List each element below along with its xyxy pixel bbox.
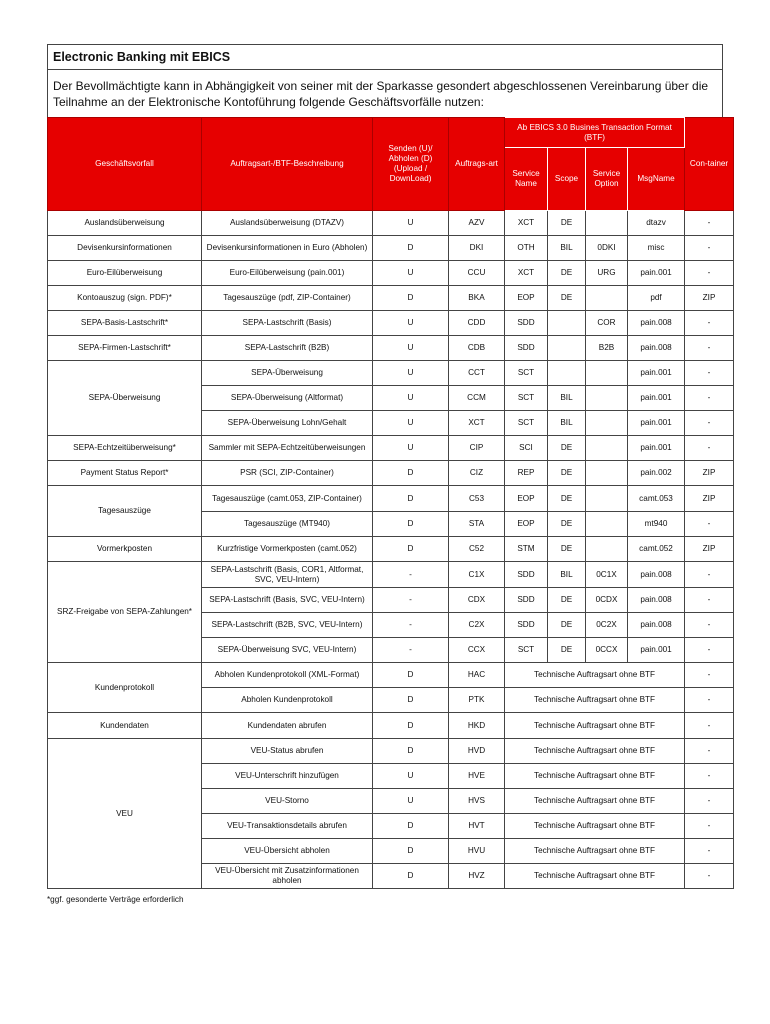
cell-btf-note: Technische Auftragsart ohne BTF: [505, 739, 685, 764]
cell-description: SEPA-Lastschrift (Basis, COR1, Altformat, SVC, VEU-Intern): [202, 562, 373, 588]
cell-service-option: 0DKI: [586, 236, 628, 261]
cell-upload-download: D: [373, 286, 449, 311]
cell-auftragsart: AZV: [449, 211, 505, 236]
cell-service-option: [586, 411, 628, 436]
header-msgname: MsgName: [628, 148, 685, 211]
cell-upload-download: U: [373, 211, 449, 236]
cell-service-name: XCT: [505, 211, 548, 236]
cell-service-option: [586, 211, 628, 236]
cell-service-name: EOP: [505, 286, 548, 311]
cell-description: Auslandsüberweisung (DTAZV): [202, 211, 373, 236]
cell-upload-download: D: [373, 486, 449, 512]
cell-upload-download: U: [373, 436, 449, 461]
cell-auftragsart: PTK: [449, 688, 505, 713]
header-ebics-group: Ab EBICS 3.0 Busines Transaction Format (BTF): [505, 118, 685, 148]
cell-msgname: pain.001: [628, 386, 685, 411]
table-row: [48, 562, 734, 588]
cell-msgname: dtazv: [628, 211, 685, 236]
cell-btf-note: Technische Auftragsart ohne BTF: [505, 663, 685, 688]
cell-geschaeftsvorfall: Devisenkursinformationen: [48, 236, 202, 261]
cell-auftragsart: CIZ: [449, 461, 505, 486]
table-row: [48, 286, 734, 311]
cell-service-option: COR: [586, 311, 628, 336]
cell-description: VEU-Übersicht abholen: [202, 839, 373, 864]
cell-upload-download: D: [373, 236, 449, 261]
cell-container: -: [685, 814, 734, 839]
header-geschaeftsvorfall: Geschäftsvorfall: [48, 118, 202, 211]
cell-upload-download: D: [373, 461, 449, 486]
table-row: [48, 461, 734, 486]
cell-container: -: [685, 236, 734, 261]
cell-container: -: [685, 739, 734, 764]
cell-upload-download: U: [373, 411, 449, 436]
cell-description: Abholen Kundenprotokoll: [202, 688, 373, 713]
cell-scope: [548, 311, 586, 336]
cell-auftragsart: STA: [449, 512, 505, 537]
cell-btf-note: Technische Auftragsart ohne BTF: [505, 839, 685, 864]
cell-auftragsart: HAC: [449, 663, 505, 688]
cell-btf-note: Technische Auftragsart ohne BTF: [505, 688, 685, 713]
cell-service-option: B2B: [586, 336, 628, 361]
cell-scope: DE: [548, 512, 586, 537]
cell-geschaeftsvorfall: Auslandsüberweisung: [48, 211, 202, 236]
cell-service-option: 0C1X: [586, 562, 628, 588]
cell-btf-note: Technische Auftragsart ohne BTF: [505, 713, 685, 739]
table-row: [48, 361, 734, 386]
cell-auftragsart: XCT: [449, 411, 505, 436]
cell-msgname: camt.053: [628, 486, 685, 512]
cell-container: -: [685, 613, 734, 638]
table-row: [48, 537, 734, 562]
cell-geschaeftsvorfall: SRZ-Freigabe von SEPA-Zahlungen*: [48, 562, 202, 663]
cell-container: -: [685, 663, 734, 688]
table-row: [48, 261, 734, 286]
cell-container: -: [685, 789, 734, 814]
cell-service-name: OTH: [505, 236, 548, 261]
cell-auftragsart: CCU: [449, 261, 505, 286]
cell-container: -: [685, 411, 734, 436]
cell-upload-download: D: [373, 814, 449, 839]
cell-msgname: pain.008: [628, 588, 685, 613]
cell-geschaeftsvorfall: Kontoauszug (sign. PDF)*: [48, 286, 202, 311]
cell-service-option: URG: [586, 261, 628, 286]
cell-geschaeftsvorfall: Tagesauszüge: [48, 486, 202, 537]
cell-description: VEU-Storno: [202, 789, 373, 814]
cell-description: Tagesauszüge (camt.053, ZIP-Container): [202, 486, 373, 512]
cell-msgname: misc: [628, 236, 685, 261]
cell-scope: DE: [548, 638, 586, 663]
cell-container: ZIP: [685, 486, 734, 512]
cell-upload-download: -: [373, 562, 449, 588]
cell-upload-download: D: [373, 713, 449, 739]
cell-auftragsart: BKA: [449, 286, 505, 311]
cell-upload-download: D: [373, 739, 449, 764]
cell-description: Euro-Eilüberweisung (pain.001): [202, 261, 373, 286]
cell-service-name: SCT: [505, 386, 548, 411]
cell-description: Tagesauszüge (MT940): [202, 512, 373, 537]
header-auftragsart: Auftrags-art: [449, 118, 505, 211]
cell-auftragsart: C53: [449, 486, 505, 512]
cell-auftragsart: HVE: [449, 764, 505, 789]
cell-upload-download: U: [373, 261, 449, 286]
cell-msgname: pain.001: [628, 436, 685, 461]
cell-scope: BIL: [548, 386, 586, 411]
cell-scope: BIL: [548, 236, 586, 261]
cell-scope: DE: [548, 436, 586, 461]
cell-container: -: [685, 261, 734, 286]
cell-geschaeftsvorfall: Vormerkposten: [48, 537, 202, 562]
table-row: [48, 211, 734, 236]
cell-auftragsart: HKD: [449, 713, 505, 739]
cell-service-name: SDD: [505, 336, 548, 361]
cell-container: ZIP: [685, 461, 734, 486]
cell-service-option: 0CCX: [586, 638, 628, 663]
cell-container: -: [685, 336, 734, 361]
cell-msgname: pain.002: [628, 461, 685, 486]
cell-geschaeftsvorfall: Kundenprotokoll: [48, 663, 202, 713]
cell-auftragsart: CDB: [449, 336, 505, 361]
cell-auftragsart: HVU: [449, 839, 505, 864]
table-header: [48, 118, 734, 211]
cell-container: -: [685, 436, 734, 461]
cell-msgname: pain.008: [628, 311, 685, 336]
cell-container: -: [685, 386, 734, 411]
cell-geschaeftsvorfall: SEPA-Firmen-Lastschrift*: [48, 336, 202, 361]
cell-upload-download: D: [373, 663, 449, 688]
cell-scope: BIL: [548, 411, 586, 436]
cell-description: SEPA-Überweisung Lohn/Gehalt: [202, 411, 373, 436]
cell-container: -: [685, 512, 734, 537]
cell-msgname: pain.001: [628, 261, 685, 286]
cell-auftragsart: HVD: [449, 739, 505, 764]
cell-auftragsart: DKI: [449, 236, 505, 261]
cell-service-name: STM: [505, 537, 548, 562]
intro-text: Der Bevollmächtigte kann in Abhängigkeit von seiner mit der Sparkasse gesondert abgeschlossenen Vereinbarung über die Teilnahme an der Elektronische Kontoführung folgende Geschäftsvorfälle nutzen:: [47, 69, 723, 117]
cell-upload-download: D: [373, 512, 449, 537]
cell-msgname: pain.008: [628, 336, 685, 361]
cell-description: SEPA-Lastschrift (Basis, SVC, VEU-Intern): [202, 588, 373, 613]
cell-description: SEPA-Überweisung SVC, VEU-Intern): [202, 638, 373, 663]
cell-service-option: 0CDX: [586, 588, 628, 613]
header-scope: Scope: [548, 148, 586, 211]
cell-auftragsart: HVZ: [449, 864, 505, 889]
cell-auftragsart: HVT: [449, 814, 505, 839]
cell-service-option: [586, 386, 628, 411]
cell-auftragsart: HVS: [449, 789, 505, 814]
cell-container: ZIP: [685, 537, 734, 562]
cell-btf-note: Technische Auftragsart ohne BTF: [505, 789, 685, 814]
cell-upload-download: D: [373, 537, 449, 562]
cell-scope: DE: [548, 261, 586, 286]
cell-upload-download: U: [373, 789, 449, 814]
cell-msgname: pain.008: [628, 613, 685, 638]
cell-upload-download: U: [373, 361, 449, 386]
cell-description: Kurzfristige Vormerkposten (camt.052): [202, 537, 373, 562]
cell-description: SEPA-Lastschrift (Basis): [202, 311, 373, 336]
cell-auftragsart: CDX: [449, 588, 505, 613]
table-row: [48, 336, 734, 361]
cell-auftragsart: CCM: [449, 386, 505, 411]
cell-upload-download: D: [373, 864, 449, 889]
table-row: [48, 739, 734, 764]
cell-container: -: [685, 588, 734, 613]
header-auftragsart-btf: Auftragsart-/BTF-Beschreibung: [202, 118, 373, 211]
cell-description: VEU-Transaktionsdetails abrufen: [202, 814, 373, 839]
cell-auftragsart: CIP: [449, 436, 505, 461]
cell-msgname: pain.001: [628, 361, 685, 386]
cell-btf-note: Technische Auftragsart ohne BTF: [505, 814, 685, 839]
cell-description: Devisenkursinformationen in Euro (Abholen): [202, 236, 373, 261]
cell-scope: DE: [548, 211, 586, 236]
cell-service-name: SDD: [505, 311, 548, 336]
ebics-table: [47, 117, 734, 889]
footnote: *ggf. gesonderte Verträge erforderlich: [47, 895, 184, 904]
cell-geschaeftsvorfall: SEPA-Echtzeitüberweisung*: [48, 436, 202, 461]
table-row: [48, 236, 734, 261]
cell-container: -: [685, 562, 734, 588]
cell-msgname: mt940: [628, 512, 685, 537]
cell-upload-download: -: [373, 638, 449, 663]
cell-service-name: SCI: [505, 436, 548, 461]
cell-service-option: [586, 512, 628, 537]
cell-msgname: pain.001: [628, 411, 685, 436]
cell-service-name: SDD: [505, 613, 548, 638]
cell-upload-download: D: [373, 688, 449, 713]
cell-description: Abholen Kundenprotokoll (XML-Format): [202, 663, 373, 688]
cell-description: SEPA-Lastschrift (B2B, SVC, VEU-Intern): [202, 613, 373, 638]
cell-container: ZIP: [685, 286, 734, 311]
cell-service-name: SDD: [505, 588, 548, 613]
cell-upload-download: U: [373, 336, 449, 361]
header-senden: Senden (U)/ Abholen (D) (Upload / DownLoad): [373, 118, 449, 211]
cell-description: SEPA-Lastschrift (B2B): [202, 336, 373, 361]
cell-scope: DE: [548, 486, 586, 512]
cell-auftragsart: CDD: [449, 311, 505, 336]
cell-container: -: [685, 361, 734, 386]
cell-geschaeftsvorfall: Payment Status Report*: [48, 461, 202, 486]
cell-service-name: REP: [505, 461, 548, 486]
cell-upload-download: U: [373, 386, 449, 411]
cell-service-name: SCT: [505, 411, 548, 436]
cell-description: VEU-Übersicht mit Zusatzinformationen abholen: [202, 864, 373, 889]
cell-service-option: [586, 461, 628, 486]
cell-container: -: [685, 211, 734, 236]
cell-service-name: XCT: [505, 261, 548, 286]
cell-service-name: SDD: [505, 562, 548, 588]
cell-msgname: pdf: [628, 286, 685, 311]
cell-msgname: pain.008: [628, 562, 685, 588]
table-row: [48, 713, 734, 739]
cell-auftragsart: C52: [449, 537, 505, 562]
cell-geschaeftsvorfall: Kundendaten: [48, 713, 202, 739]
header-container: Con-tainer: [685, 118, 734, 211]
cell-scope: DE: [548, 537, 586, 562]
cell-description: Tagesauszüge (pdf, ZIP-Container): [202, 286, 373, 311]
cell-container: -: [685, 713, 734, 739]
cell-scope: DE: [548, 588, 586, 613]
cell-container: -: [685, 764, 734, 789]
table-row: [48, 486, 734, 512]
table-row: [48, 311, 734, 336]
cell-container: -: [685, 839, 734, 864]
cell-service-name: SCT: [505, 638, 548, 663]
cell-service-option: 0C2X: [586, 613, 628, 638]
cell-geschaeftsvorfall: SEPA-Überweisung: [48, 361, 202, 436]
cell-upload-download: U: [373, 311, 449, 336]
cell-scope: [548, 361, 586, 386]
cell-service-option: [586, 436, 628, 461]
cell-service-option: [586, 486, 628, 512]
cell-description: VEU-Status abrufen: [202, 739, 373, 764]
cell-upload-download: D: [373, 839, 449, 864]
cell-service-option: [586, 361, 628, 386]
cell-upload-download: -: [373, 588, 449, 613]
cell-description: VEU-Unterschrift hinzufügen: [202, 764, 373, 789]
cell-service-name: EOP: [505, 512, 548, 537]
cell-auftragsart: CCX: [449, 638, 505, 663]
cell-scope: BIL: [548, 562, 586, 588]
cell-container: -: [685, 864, 734, 889]
cell-description: SEPA-Überweisung (Altformat): [202, 386, 373, 411]
document-frame: [47, 44, 729, 889]
cell-service-option: [586, 537, 628, 562]
cell-container: -: [685, 688, 734, 713]
cell-container: -: [685, 311, 734, 336]
cell-geschaeftsvorfall: VEU: [48, 739, 202, 889]
cell-auftragsart: C1X: [449, 562, 505, 588]
cell-geschaeftsvorfall: SEPA-Basis-Lastschrift*: [48, 311, 202, 336]
cell-btf-note: Technische Auftragsart ohne BTF: [505, 764, 685, 789]
cell-scope: DE: [548, 286, 586, 311]
cell-scope: [548, 336, 586, 361]
cell-upload-download: -: [373, 613, 449, 638]
table-row: [48, 436, 734, 461]
cell-description: PSR (SCI, ZIP-Container): [202, 461, 373, 486]
cell-msgname: camt.052: [628, 537, 685, 562]
cell-description: SEPA-Überweisung: [202, 361, 373, 386]
cell-scope: DE: [548, 461, 586, 486]
cell-auftragsart: CCT: [449, 361, 505, 386]
cell-service-name: EOP: [505, 486, 548, 512]
cell-service-name: SCT: [505, 361, 548, 386]
cell-description: Kundendaten abrufen: [202, 713, 373, 739]
header-service-option: Service Option: [586, 148, 628, 211]
header-service-name: Service Name: [505, 148, 548, 211]
cell-service-option: [586, 286, 628, 311]
cell-scope: DE: [548, 613, 586, 638]
cell-btf-note: Technische Auftragsart ohne BTF: [505, 864, 685, 889]
cell-geschaeftsvorfall: Euro-Eilüberweisung: [48, 261, 202, 286]
cell-upload-download: U: [373, 764, 449, 789]
page-title: Electronic Banking mit EBICS: [47, 44, 723, 69]
cell-msgname: pain.001: [628, 638, 685, 663]
cell-container: -: [685, 638, 734, 663]
table-body: [48, 211, 734, 889]
table-row: [48, 663, 734, 688]
cell-auftragsart: C2X: [449, 613, 505, 638]
cell-description: Sammler mit SEPA-Echtzeitüberweisungen: [202, 436, 373, 461]
